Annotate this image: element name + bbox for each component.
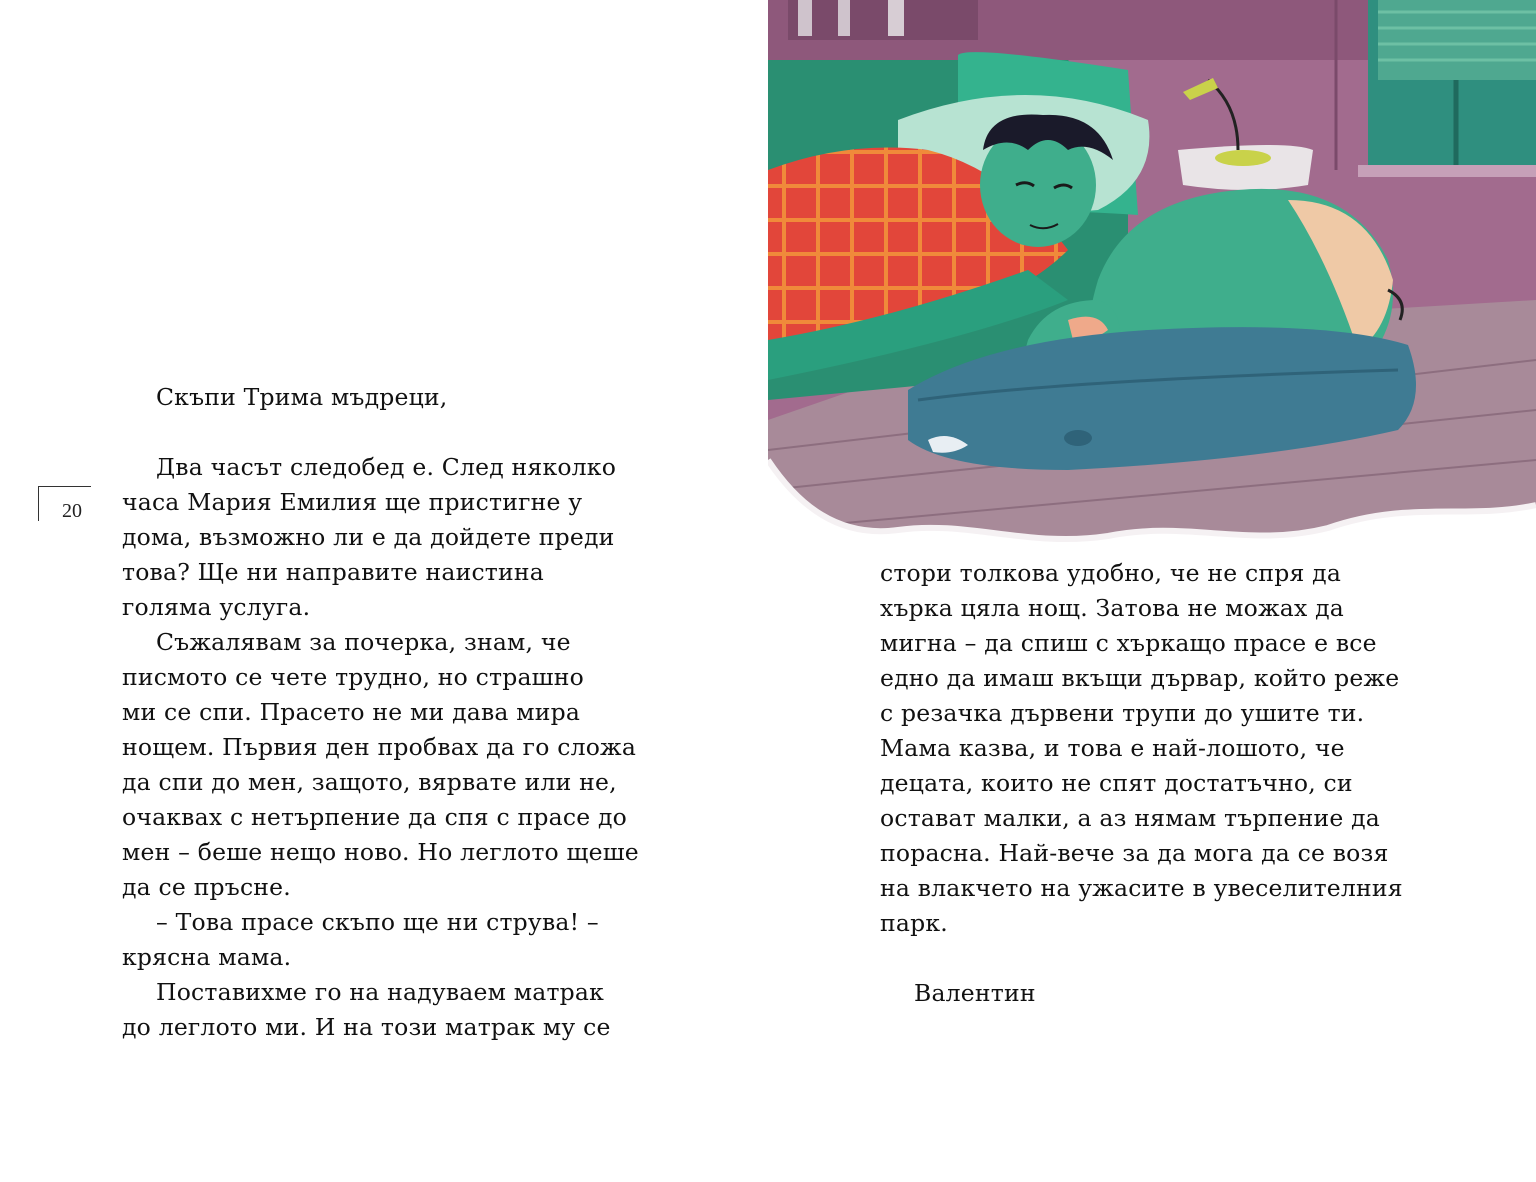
text-line: ми се спи. Прасето не ми дава мира [122, 698, 581, 726]
text-line: децата, които не спят достатъчно, си [880, 769, 1353, 797]
text-line: порасна. Най-вече за да мога да се возя [880, 839, 1389, 867]
salutation: Скъпи Трима мъдреци, [156, 383, 448, 411]
text-line: да спи до мен, защото, вярвате или не, [122, 768, 617, 796]
text-line: крясна мама. [122, 943, 292, 971]
left-text-column [122, 380, 682, 1045]
text-line: писмото се чете трудно, но страшно [122, 663, 584, 691]
text-line: Мама казва, и това е най-лошото, че [880, 734, 1345, 762]
text-line: хърка цяла нощ. Затова не можах да [880, 594, 1344, 622]
signature: Валентин [914, 979, 1036, 1007]
text-line: нощем. Първия ден пробвах да го сложа [122, 733, 637, 761]
text-line: голяма услуга. [122, 593, 311, 621]
text-line: – Това прасе скъпо ще ни струва! – [156, 908, 599, 936]
text-line: часа Мария Емилия ще пристигне у [122, 488, 583, 516]
text-line: Два часът следобед е. След няколко [156, 453, 617, 481]
text-line: очаквах с нетърпение да спя с прасе до [122, 803, 627, 831]
text-line: мен – беше нещо ново. Но леглото щеше [122, 838, 639, 866]
text-line: Съжалявам за почерка, знам, че [156, 628, 571, 656]
text-line: Поставихме го на надуваем матрак [156, 978, 604, 1006]
text-line: стори толкова удобно, че не спря да [880, 559, 1342, 587]
text-line: мигна – да спиш с хъркащо прасе е все [880, 629, 1377, 657]
boy-sleeping-with-pig-illustration [768, 0, 1536, 548]
text-line: остават малки, а аз нямам търпение да [880, 804, 1380, 832]
text-line: едно да имаш вкъщи дървар, който реже [880, 664, 1400, 692]
text-line: това? Ще ни направите наистина [122, 558, 544, 586]
text-line: на влакчето на ужасите в увеселителния [880, 874, 1403, 902]
text-line: с резачка дървени трупи до ушите ти. [880, 699, 1365, 727]
text-line: парк. [880, 909, 948, 937]
page-number: 20 [62, 500, 82, 522]
right-text-column [880, 556, 1440, 1011]
text-line: до леглото ми. И на този матрак му се [122, 1013, 611, 1041]
text-line: да се пръсне. [122, 873, 291, 901]
text-line: дома, възможно ли е да дойдете преди [122, 523, 615, 551]
